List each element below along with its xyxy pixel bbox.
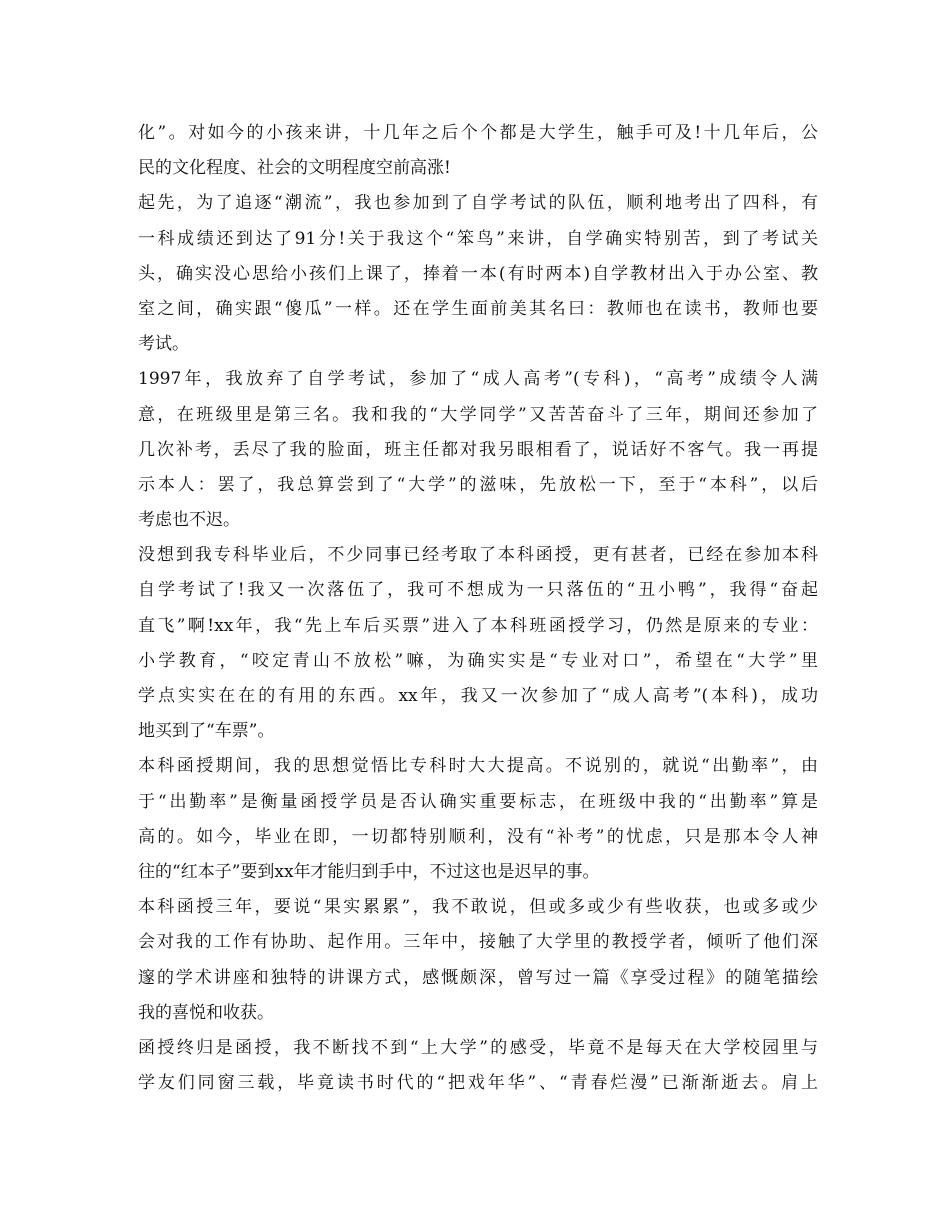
text-line: 考虑也不迟。 <box>138 510 240 531</box>
text-line: 示本人：罢了，我总算尝到了“大学”的滋味，先放松一下，至于“本科”，以后 <box>138 474 818 495</box>
text-line: 往的“红本子”要到xx年才能归到手中，不过这也是迟早的事。 <box>138 861 600 882</box>
text-line: 起先，为了追逐“潮流”，我也参加到了自学考试的队伍，顺利地考出了四科，有 <box>138 193 818 214</box>
text-line: 本科函授三年，要说“果实累累”，我不敢说，但或多或少有些收获，也或多或少 <box>138 897 818 918</box>
text-line: 高的。如今，毕业在即，一切都特别顺利，没有“补考”的忧虑，只是那本令人神 <box>138 826 818 847</box>
text-line: 没想到我专科毕业后，不少同事已经考取了本科函授，更有甚者，已经在参加本科 <box>138 545 818 566</box>
text-line: 邃的学术讲座和独特的讲课方式，感慨颇深，曾写过一篇《享受过程》的随笔描绘 <box>138 967 818 988</box>
text-line: 本科函授期间，我的思想觉悟比专科时大大提高。不说别的，就说“出勤率”，由 <box>138 756 818 777</box>
text-line: 函授终归是函授，我不断找不到“上大学”的感受，毕竟不是每天在大学校园里与 <box>138 1037 818 1058</box>
text-line: 直飞”啊!xx年，我“先上车后买票”进入了本科班函授学习，仍然是原来的专业： <box>138 615 818 636</box>
text-line: 意，在班级里是第三名。我和我的“大学同学”又苦苦奋斗了三年，期间还参加了 <box>138 404 818 425</box>
text-line: 学友们同窗三载，毕竟读书时代的“把戏年华”、“青春烂漫”已渐渐逝去。肩上 <box>138 1073 818 1094</box>
document-body <box>138 116 818 1101</box>
text-line: 会对我的工作有协助、起作用。三年中，接触了大学里的教授学者，倾听了他们深 <box>138 932 818 953</box>
text-line: 我的喜悦和收获。 <box>138 1002 274 1023</box>
text-line: 考试。 <box>138 334 189 355</box>
text-line: 自学考试了!我又一次落伍了，我可不想成为一只落伍的“丑小鸭”，我得“奋起 <box>138 580 818 601</box>
text-line: 民的文化程度、社会的文明程度空前高涨! <box>138 158 451 179</box>
text-line: 化”。对如今的小孩来讲，十几年之后个个都是大学生，触手可及!十几年后，公 <box>138 123 818 143</box>
text-line: 地买到了“车票”。 <box>138 721 275 742</box>
text-line: 一科成绩还到达了91分!关于我这个“笨鸟”来讲，自学确实特别苦，到了考试关 <box>138 228 818 249</box>
text-line: 小学教育，“咬定青山不放松”嘛，为确实实是“专业对口”，希望在“大学”里 <box>138 650 818 671</box>
text-line: 学点实实在在的有用的东西。xx年，我又一次参加了“成人高考”(本科)，成功 <box>138 686 818 706</box>
text-line: 头，确实没心思给小孩们上课了，捧着一本(有时两本)自学教材出入于办公室、教 <box>138 263 818 284</box>
text-line: 于“出勤率”是衡量函授学员是否认确实重要标志，在班级中我的“出勤率”算是 <box>138 791 818 812</box>
text-line: 1997年，我放弃了自学考试，参加了“成人高考”(专科)，“高考”成绩令人满 <box>138 369 818 390</box>
text-line: 室之间，确实跟“傻瓜”一样。还在学生面前美其名曰：教师也在读书，教师也要 <box>138 298 818 319</box>
text-line: 几次补考，丢尽了我的脸面，班主任都对我另眼相看了，说话好不客气。我一再提 <box>138 439 818 460</box>
